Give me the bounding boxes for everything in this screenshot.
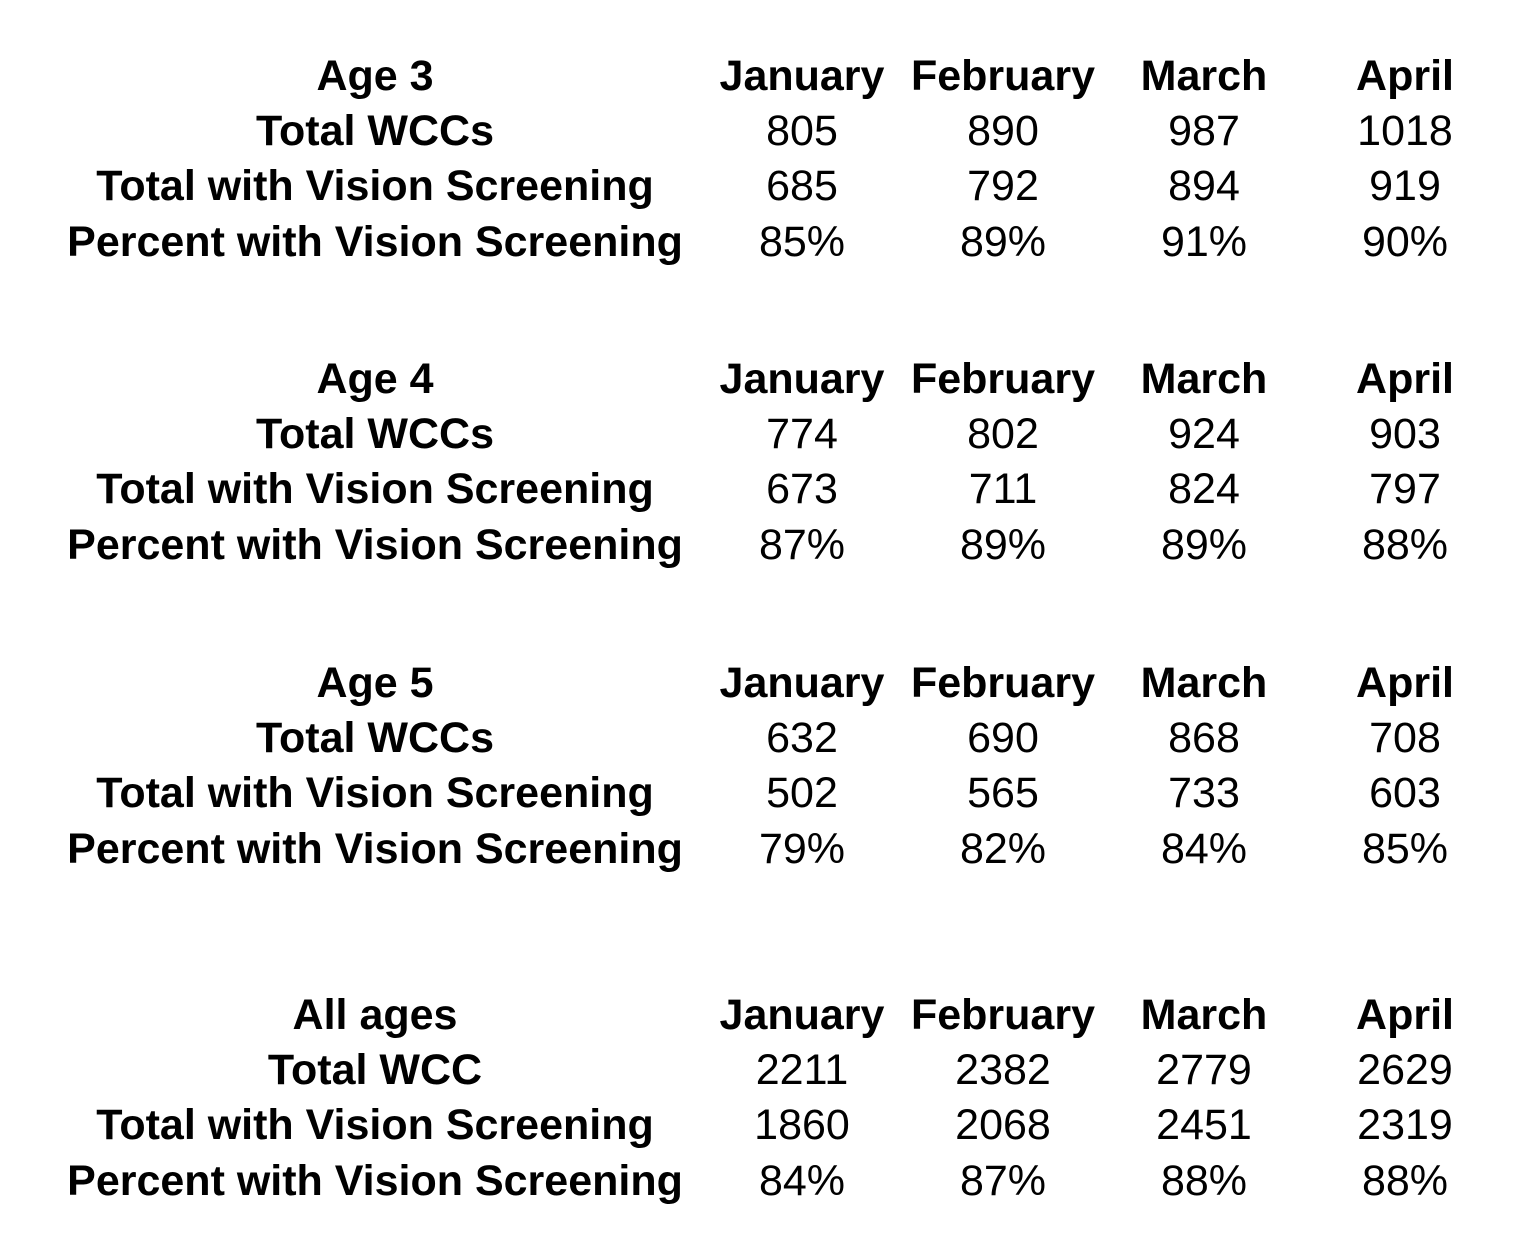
table-title: Age 4 xyxy=(316,355,434,403)
value-cell: 802 xyxy=(967,410,1039,458)
value-cell: 90% xyxy=(1361,218,1449,266)
row-label: Percent with Vision Screening xyxy=(67,1157,683,1205)
month-header-march: March xyxy=(1140,355,1268,403)
month-header-march: March xyxy=(1140,991,1268,1039)
value-cell: 2319 xyxy=(1357,1101,1453,1149)
table-row xyxy=(0,821,1533,877)
value-cell: 88% xyxy=(1361,521,1449,569)
value-cell: 2629 xyxy=(1357,1046,1453,1094)
value-cell: 88% xyxy=(1160,1157,1248,1205)
value-cell: 890 xyxy=(967,107,1039,155)
value-cell: 88% xyxy=(1361,1157,1449,1205)
value-cell: 924 xyxy=(1168,410,1240,458)
table-row xyxy=(0,765,1533,821)
month-header-february: February xyxy=(910,991,1095,1039)
table-row xyxy=(0,1153,1533,1209)
row-label: Percent with Vision Screening xyxy=(67,825,683,873)
value-cell: 89% xyxy=(959,521,1047,569)
value-cell: 919 xyxy=(1369,162,1441,210)
table-row xyxy=(0,461,1533,517)
row-label: Total WCCs xyxy=(255,410,495,458)
value-cell: 603 xyxy=(1369,769,1441,817)
value-cell: 87% xyxy=(758,521,846,569)
value-cell: 1018 xyxy=(1357,107,1453,155)
table-title: All ages xyxy=(292,991,458,1039)
table-row xyxy=(0,214,1533,270)
value-cell: 868 xyxy=(1168,714,1240,762)
table-row xyxy=(0,710,1533,766)
value-cell: 774 xyxy=(766,410,838,458)
value-cell: 89% xyxy=(1160,521,1248,569)
value-cell: 903 xyxy=(1369,410,1441,458)
month-header-april: April xyxy=(1356,355,1454,403)
table-row xyxy=(0,517,1533,573)
month-header-january: January xyxy=(719,659,885,707)
table-header-row xyxy=(0,351,1533,407)
value-cell: 502 xyxy=(766,769,838,817)
value-cell: 82% xyxy=(959,825,1047,873)
row-label: Total with Vision Screening xyxy=(96,162,654,210)
value-cell: 79% xyxy=(758,825,846,873)
table-row xyxy=(0,1097,1533,1153)
value-cell: 1860 xyxy=(754,1101,850,1149)
month-header-january: January xyxy=(719,991,885,1039)
table-row xyxy=(0,158,1533,214)
month-header-february: February xyxy=(910,659,1095,707)
value-cell: 797 xyxy=(1369,465,1441,513)
value-cell: 85% xyxy=(1361,825,1449,873)
value-cell: 632 xyxy=(766,714,838,762)
table-row xyxy=(0,406,1533,462)
month-header-april: April xyxy=(1356,659,1454,707)
table-header-row xyxy=(0,48,1533,104)
value-cell: 2779 xyxy=(1156,1046,1252,1094)
value-cell: 2451 xyxy=(1156,1101,1252,1149)
value-cell: 673 xyxy=(766,465,838,513)
value-cell: 711 xyxy=(968,465,1038,513)
value-cell: 2211 xyxy=(755,1046,849,1094)
value-cell: 84% xyxy=(758,1157,846,1205)
value-cell: 987 xyxy=(1168,107,1240,155)
table-title: Age 3 xyxy=(316,52,434,100)
table-row xyxy=(0,103,1533,159)
table-title: Age 5 xyxy=(316,659,434,707)
value-cell: 792 xyxy=(967,162,1039,210)
month-header-february: February xyxy=(910,52,1095,100)
row-label: Total with Vision Screening xyxy=(96,769,654,817)
value-cell: 824 xyxy=(1168,465,1240,513)
table-header-row xyxy=(0,987,1533,1043)
month-header-april: April xyxy=(1356,52,1454,100)
value-cell: 690 xyxy=(967,714,1039,762)
value-cell: 2382 xyxy=(955,1046,1051,1094)
value-cell: 894 xyxy=(1168,162,1240,210)
value-cell: 84% xyxy=(1160,825,1248,873)
value-cell: 87% xyxy=(959,1157,1047,1205)
value-cell: 89% xyxy=(959,218,1047,266)
row-label: Total WCCs xyxy=(255,714,495,762)
row-label: Percent with Vision Screening xyxy=(67,521,683,569)
month-header-april: April xyxy=(1356,991,1454,1039)
row-label: Total WCCs xyxy=(255,107,495,155)
month-header-february: February xyxy=(910,355,1095,403)
value-cell: 708 xyxy=(1369,714,1441,762)
row-label: Total with Vision Screening xyxy=(96,1101,654,1149)
month-header-january: January xyxy=(719,355,885,403)
value-cell: 91% xyxy=(1160,218,1248,266)
table-header-row xyxy=(0,655,1533,711)
value-cell: 2068 xyxy=(955,1101,1051,1149)
value-cell: 565 xyxy=(967,769,1039,817)
month-header-march: March xyxy=(1140,52,1268,100)
month-header-march: March xyxy=(1140,659,1268,707)
month-header-january: January xyxy=(719,52,885,100)
row-label: Total with Vision Screening xyxy=(96,465,654,513)
value-cell: 685 xyxy=(766,162,838,210)
value-cell: 805 xyxy=(766,107,838,155)
value-cell: 733 xyxy=(1168,769,1240,817)
row-label: Total WCC xyxy=(267,1046,483,1094)
value-cell: 85% xyxy=(758,218,846,266)
row-label: Percent with Vision Screening xyxy=(67,218,683,266)
table-row xyxy=(0,1042,1533,1098)
